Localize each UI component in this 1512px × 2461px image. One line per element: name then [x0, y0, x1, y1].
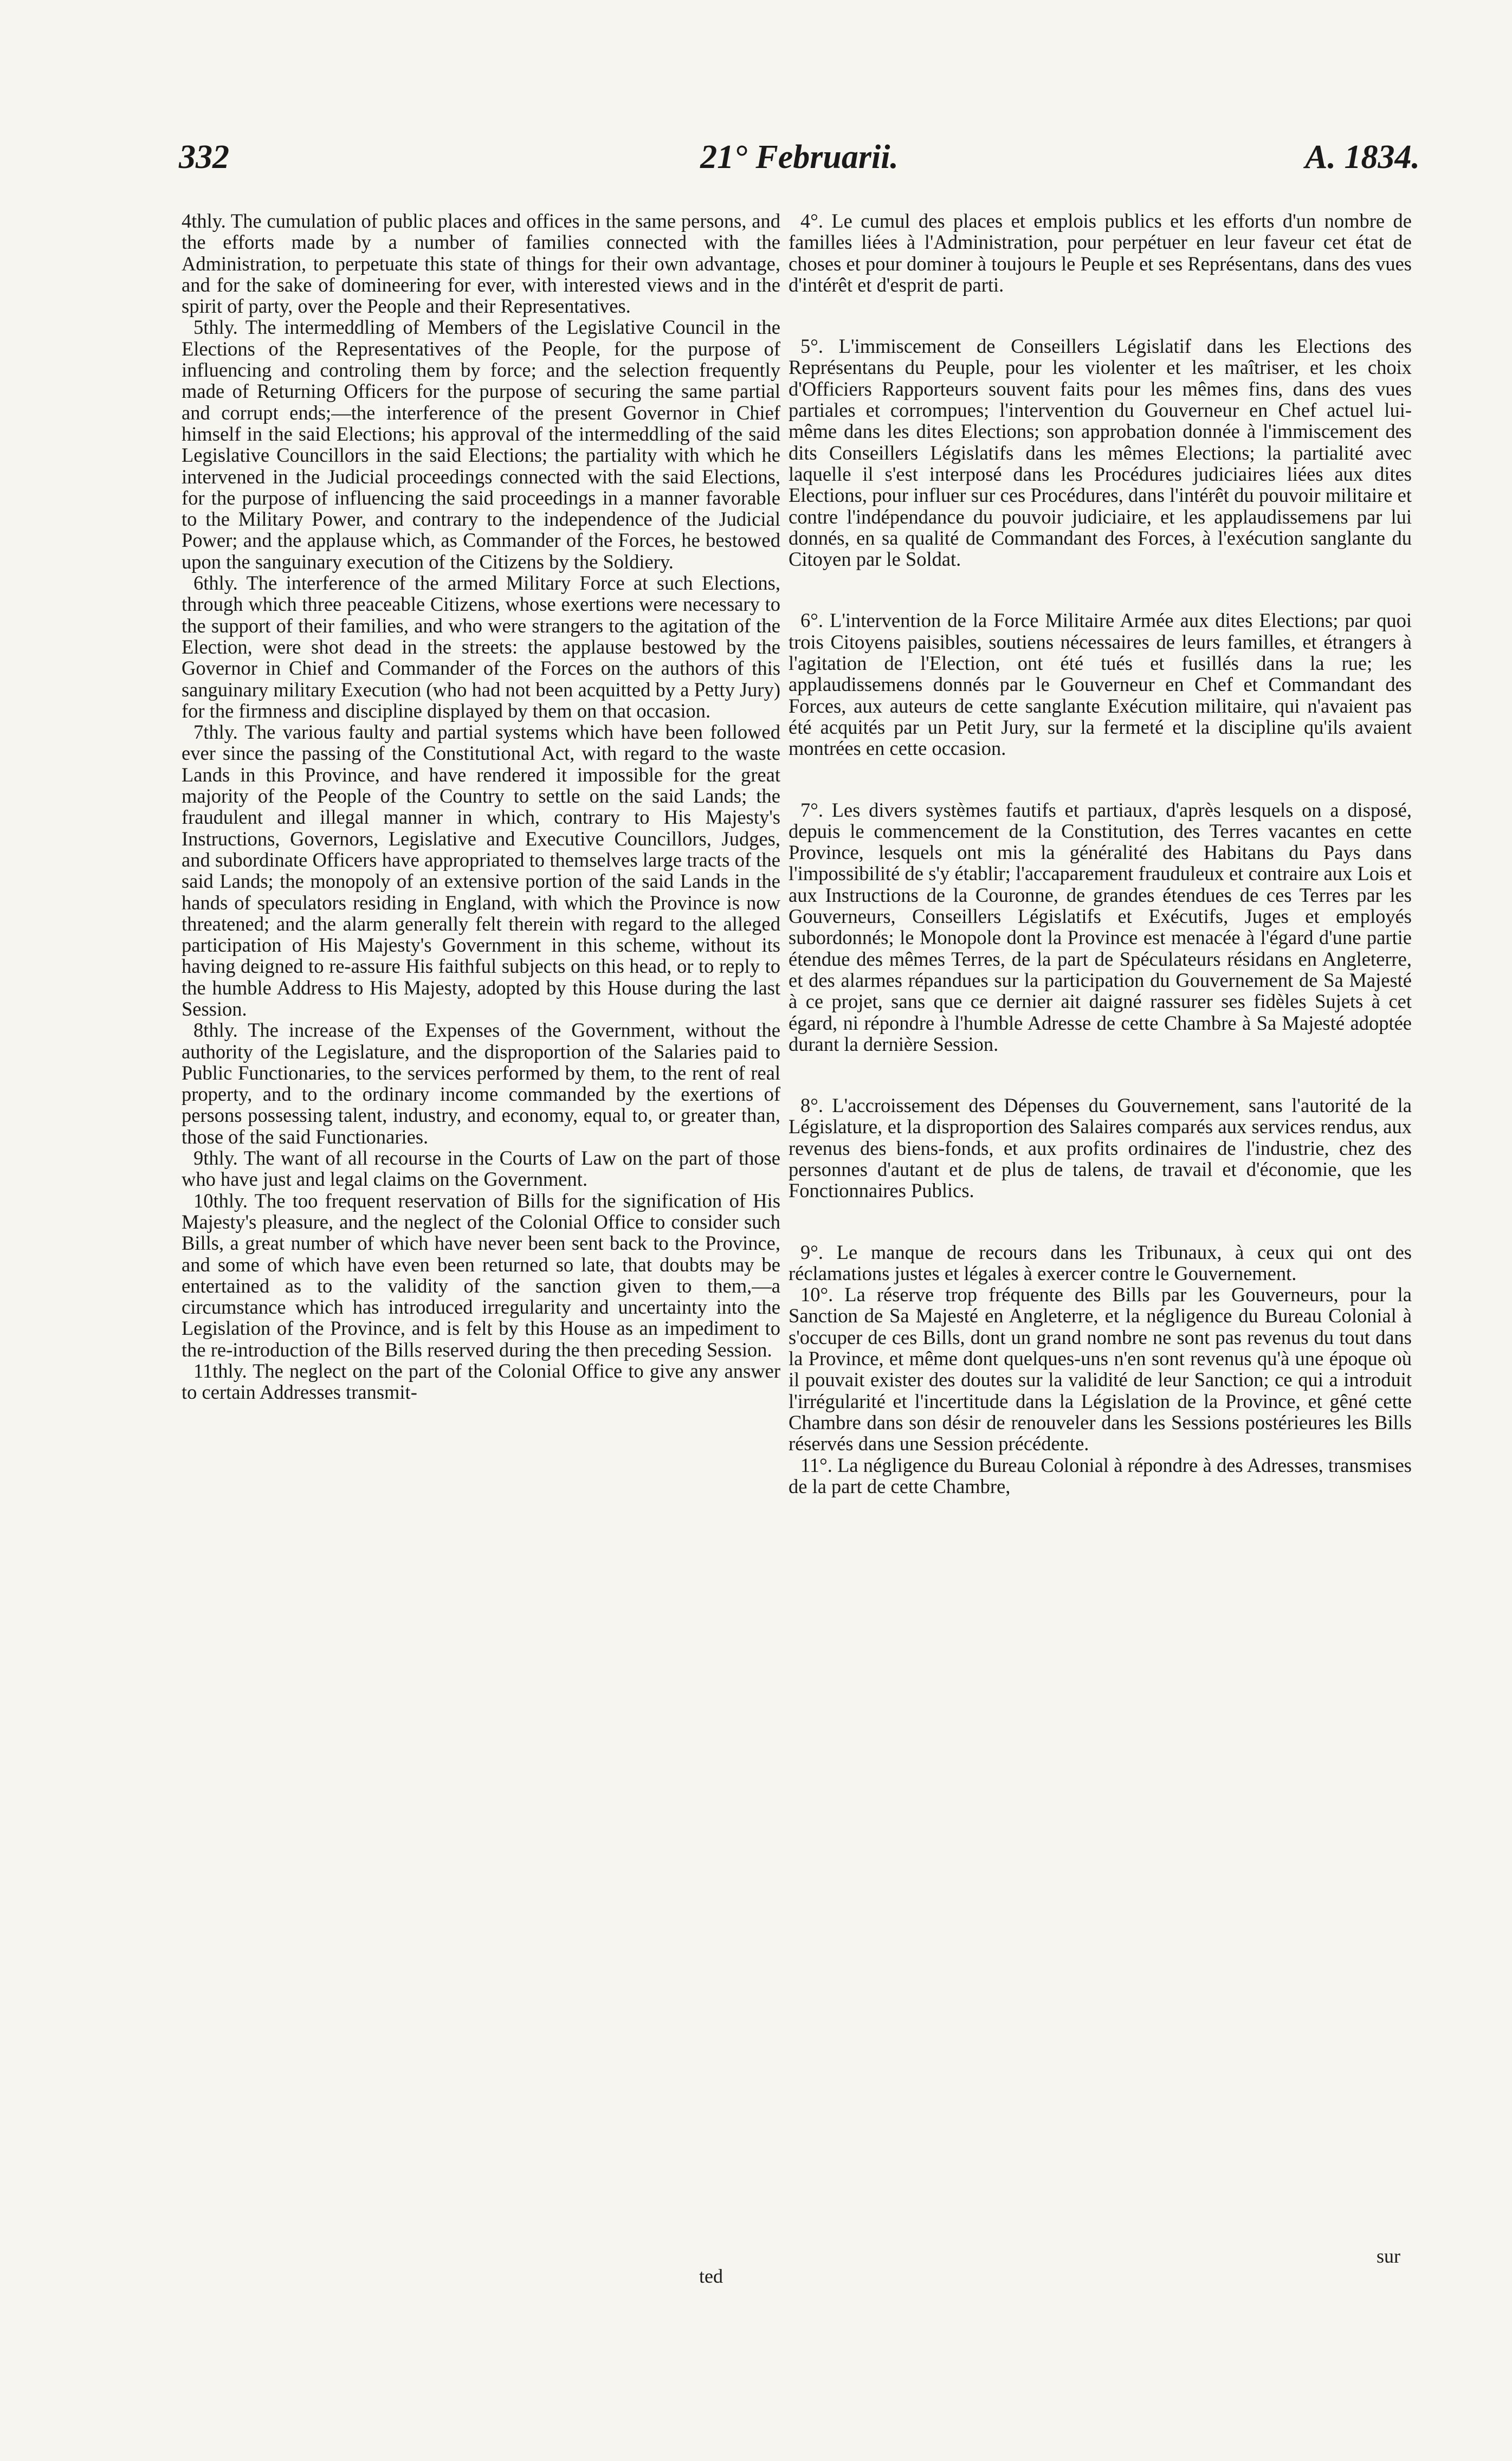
page-header — [179, 138, 1420, 187]
french-paragraph-4: 4°. Le cumul des places et emplois publics et les efforts d'un nombre de familles liées à l'Administration, pour perpétuer en leur faveur cet état de choses et pour dominer à toujours le Peuple et ses Représentans, dans des vues d'intérêt et d'esprit de parti. — [789, 210, 1412, 296]
english-paragraph-5: 5thly. The intermeddling of Members of the Legislative Council in the Elections of the Representatives of the People, for the purpose of influencing and controling them by force; and the selection frequently made of Returning Officers for the purpose of securing the same partial and corrupt ends;—the interference of the present Governor in Chief himself in the said Elections; his approval of the intermeddling of the said Legislative Councillors in the said Elections; the partiality with which he intervened in the Judicial proceedings connected with the said Elections, for the purpose of influencing the said proceedings in a manner favorable to the Military Power, and contrary to the independence of the Judicial Power; and the applause which, as Commander of the Forces, he bestowed upon the sanguinary execution of the Citizens by the Soldiery. — [182, 316, 780, 573]
french-paragraph-6: 6°. L'intervention de la Force Militaire Armée aux dites Elections; par quoi trois Citoyens paisibles, soutiens nécessaires de leurs familles, et étrangers à l'agitation de l'Election, ont été tués et fusillés dans la rue; les applaudissemens donnés par le Gouverneur en Chef et Commandant des Forces, aux auteurs de cette sanglante Exécution militaire, qui n'avaient pas été acquités par un Petit Jury, sur la fermeté et la discipline qu'ils avaient montrées en cette occasion. — [789, 609, 1412, 760]
english-paragraph-4: 4thly. The cumulation of public places and offices in the same persons, and the efforts made by a number of families connected with the Administration, to perpetuate this state of things for their own advantage, and for the sake of domineering for ever, with interested views and in the spirit of party, over the People and their Representatives. — [182, 210, 780, 318]
english-paragraph-10: 10thly. The too frequent reservation of Bills for the signification of His Majesty's pleasure, and the neglect of the Colonial Office to consider such Bills, a great number of which have never been sent back to the Province, and some of which have even been returned so late, that doubts may be entertained as to the validity of the sanction given to them,—a circumstance which has introduced irregularity and uncertainty into the Legislation of the Province, and is felt by this House as an impediment to the re-introduction of the Bills reserved during the then preceding Session. — [182, 1189, 780, 1361]
english-paragraph-7: 7thly. The various faulty and partial systems which have been followed ever since the passing of the Constitutional Act, with regard to the waste Lands in this Province, and have rendered it impossible for the great majority of the People of the Country to settle on the said Lands; the fraudulent and illegal manner in which, contrary to His Majesty's Instructions, Governors, Legislative and Executive Councillors, Judges, and subordinate Officers have appropriated to themselves large tracts of the said Lands; the monopoly of an extensive portion of the said Lands in the hands of speculators residing in England, with which the Province is now threatened; and the alarm generally felt therein with regard to the alleged participation of His Majesty's Government in this scheme, without its having deigned to re-assure His faithful subjects on this head, or to reply to the humble Address to His Majesty, adopted by this House during the last Session. — [182, 721, 780, 1020]
french-paragraph-5: 5°. L'immiscement de Conseillers Législatif dans les Elections des Représentans du Peuple, pour les violenter et les maîtriser, et les choix d'Officiers Rapporteurs souvent faits pour les mêmes fins, dans des vues partiales et corrompues; l'intervention du Gouverneur en Chef actuel lui-même dans les dites Elections; son approbation donnée à l'immiscement des dits Conseillers Législatifs dans les mêmes Elections; la partialité avec laquelle il s'est interposé dans les Procédures judiciaires liées aux dites Elections, pour influer sur ces Procédures, dans l'intérêt du pouvoir militaire et contre l'indépendance du pouvoir judiciaire, et les applaudissemens par lui donnés, en sa qualité de Commandant des Forces, à l'exécution sanglante du Citoyen par le Soldat. — [789, 335, 1412, 571]
english-paragraph-8: 8thly. The increase of the Expenses of the Government, without the authority of the Legislature, and the disproportion of the Salaries paid to Public Functionaries, to the services performed by them, to the rent of real property, and to the ordinary income commanded by the exertions of persons possessing talent, industry, and economy, equal to, or greater than, those of the said Functionaries. — [182, 1019, 780, 1148]
header-date: 21° Februarii. — [700, 139, 899, 176]
english-paragraph-6: 6thly. The interference of the armed Military Force at such Elections, through which three peaceable Citizens, whose exertions were necessary to the support of their families, and who were strangers to the agitation of the Election, were shot dead in the streets: the applause bestowed by the Governor in Chief and Commander of the Forces on the authors of this sanguinary military Execution (who had not been acquitted by a Petty Jury) for the firmness and discipline displayed by them on that occasion. — [182, 572, 780, 722]
header-year: A. 1834. — [1305, 139, 1420, 176]
french-paragraph-10: 10°. La réserve trop fréquente des Bills par les Gouverneurs, pour la Sanction de Sa Majesté en Angleterre, et la négligence du Bureau Colonial à s'occuper de ces Bills, dont un grand nombre ne sont pas revenus du tout dans la Province, et même dont quelques-uns n'en sont revenus qu'à une époque où il pouvait exister des doutes sur la validité de leur Sanction; ce qui a introduit l'irrégularité et l'incertitude dans la Législation de la Province, et gêné cette Chambre dans son désir de renouveler dans les Sessions postérieures les Bills réservés dans une Session précédente. — [789, 1283, 1412, 1455]
french-paragraph-11: 11°. La négligence du Bureau Colonial à répondre à des Adresses, transmises de la part de cette Chambre, — [789, 1454, 1412, 1497]
french-column — [789, 210, 1412, 2405]
french-catchword: sur — [1377, 2245, 1400, 2267]
english-paragraph-11: 11thly. The neglect on the part of the Colonial Office to give any answer to certain Addresses transmit- — [182, 1360, 780, 1404]
english-paragraph-9: 9thly. The want of all recourse in the Courts of Law on the part of those who have just and legal claims on the Government. — [182, 1147, 780, 1191]
french-paragraph-9: 9°. Le manque de recours dans les Tribunaux, à ceux qui ont des réclamations justes et légales à exercer contre le Gouvernement. — [789, 1241, 1412, 1284]
french-paragraph-7: 7°. Les divers systèmes fautifs et partiaux, d'après lesquels on a disposé, depuis le commencement de la Constitution, des Terres vacantes en cette Province, lesquels ont mis la généralité des Habitans du Pays dans l'impossibilité de s'y établir; l'accaparement frauduleux et contraire aux Lois et aux Instructions de la Couronne, de grandes étendues de ces Terres par les Gouverneurs, Conseillers Législatifs et Exécutifs, Juges et employés subordonnés; le Monopole dont la Province est menacée à l'égard d'une partie étendue des mêmes Terres, de la part de Spéculateurs résidans en Angleterre, et des alarmes répandues sur la participation du Gouvernement de Sa Majesté à ce projet, sans que ce dernier ait daigné rassurer ses fidèles Sujets à cet égard, ni répondre à l'humble Adresse de cette Chambre à Sa Majesté adoptée durant la dernière Session. — [789, 798, 1412, 1055]
page-number: 332 — [179, 139, 229, 176]
english-catchword: ted — [699, 2265, 723, 2287]
french-paragraph-8: 8°. L'accroissement des Dépenses du Gouvernement, sans l'autorité de la Législature, et la disproportion des Salaires comparés aux services rendus, aux revenus des biens-fonds, et aux profits ordinaires de l'industrie, chez des personnes d'autant et de plus de talens, de travail et d'économie, que les Fonctionnaires Publics. — [789, 1094, 1412, 1202]
english-column — [182, 210, 780, 2405]
